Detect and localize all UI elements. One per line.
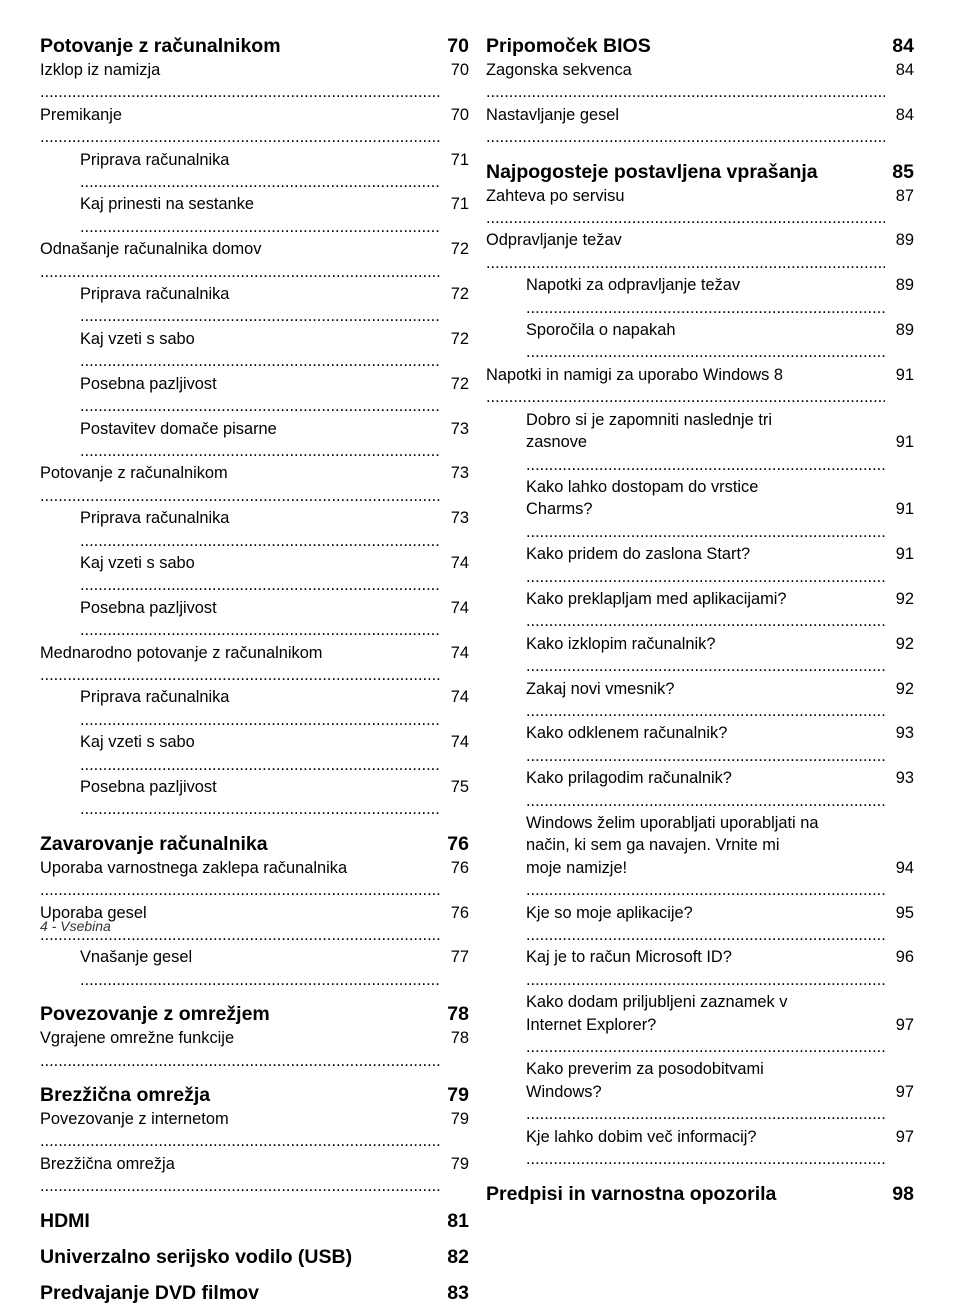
entry-title: Premikanje	[40, 105, 122, 124]
toc-section	[486, 33, 914, 149]
entry-title: Kako pridem do zaslona Start?	[526, 545, 751, 564]
entry-page-number: 89	[895, 321, 914, 340]
entry-title-with-leader	[526, 274, 885, 319]
chapter-title: Predvajanje DVD filmov	[40, 1281, 259, 1304]
entry-title-with-leader	[526, 543, 885, 588]
entry-title-with-leader	[80, 328, 440, 373]
toc-subentry[interactable]	[40, 149, 469, 194]
entry-page-number: 93	[895, 769, 914, 788]
chapter-page-number: 79	[447, 1084, 469, 1107]
chapter-page-number: 82	[447, 1245, 469, 1268]
entry-title-with-leader	[80, 193, 440, 238]
toc-chapter-heading[interactable]	[486, 1181, 914, 1207]
chapter-title: Brezžična omrežja	[40, 1084, 211, 1107]
chapter-title: Najpogosteje postavljena vprašanja	[486, 160, 818, 183]
toc-chapter-heading[interactable]	[40, 1001, 469, 1027]
chapter-page-number: 70	[447, 35, 469, 57]
chapter-title: Zavarovanje računalnika	[40, 832, 268, 855]
chapter-page-number: 83	[447, 1281, 469, 1304]
entry-title-with-leader	[40, 238, 440, 283]
entry-page-number: 96	[895, 948, 914, 967]
toc-chapter-heading[interactable]	[40, 33, 469, 59]
entry-page-number: 79	[450, 1154, 469, 1173]
entry-page-number: 93	[895, 724, 914, 743]
entry-title: Kje lahko dobim več informacij?	[526, 1127, 757, 1146]
chapter-title: Univerzalno serijsko vodilo (USB)	[40, 1245, 353, 1268]
entry-title: Odpravljanje težav	[486, 231, 622, 250]
entry-title: Priprava računalnika	[80, 150, 230, 169]
toc-entry-text-line[interactable]: način, ki sem ga navajen. Vrnite mi	[526, 836, 780, 855]
toc-section	[486, 159, 914, 1171]
chapter-page-number: 85	[892, 160, 914, 183]
chapter-page-number: 84	[892, 35, 914, 57]
entry-title: Posebna pazljivost	[80, 778, 217, 796]
toc-subentry[interactable]	[486, 319, 914, 364]
toc-subentry[interactable]	[486, 1014, 914, 1059]
toc-entry[interactable]	[40, 238, 469, 283]
toc-entry-text-line[interactable]: Kako preverim za posodobitvami	[526, 1060, 764, 1079]
entry-title: Priprava računalnika	[80, 509, 230, 528]
entry-page-number: 74	[450, 598, 469, 617]
entry-title: Mednarodno potovanje z računalnikom	[40, 643, 323, 662]
entry-title-with-leader	[526, 946, 885, 991]
entry-title-with-leader	[40, 857, 440, 902]
toc-section	[40, 1082, 469, 1198]
entry-page-number: 73	[450, 509, 469, 528]
toc-entry[interactable]	[40, 462, 469, 507]
entry-title: Napotki in namigi za uporabo Windows 8	[486, 365, 784, 384]
entry-title: Napotki za odpravljanje težav	[526, 276, 741, 295]
toc-entry[interactable]	[486, 364, 914, 409]
toc-section	[486, 1181, 914, 1207]
entry-title-with-leader	[40, 462, 440, 507]
toc-subentry[interactable]	[486, 1081, 914, 1126]
page-footer: 4 - Vsebina	[40, 918, 111, 934]
entry-page-number: 84	[895, 105, 914, 124]
entry-page-number: 92	[895, 679, 914, 698]
entry-page-number: 87	[895, 186, 914, 205]
entry-title: Povezovanje z internetom	[40, 1110, 229, 1129]
toc-subentry[interactable]	[40, 507, 469, 552]
toc-subentry[interactable]	[486, 274, 914, 319]
entry-title: Izklop iz namizja	[40, 61, 161, 79]
toc-entry[interactable]	[40, 104, 469, 149]
entry-title: Odnašanje računalnika domov	[40, 240, 262, 259]
entry-title-with-leader	[40, 59, 440, 104]
entry-page-number: 70	[450, 105, 469, 124]
entry-title: Uporaba gesel	[40, 903, 147, 922]
toc-subentry[interactable]	[486, 543, 914, 588]
entry-page-number: 71	[450, 195, 469, 214]
chapter-title: HDMI	[40, 1209, 90, 1232]
entry-title: Zahteva po servisu	[486, 186, 625, 205]
entry-title: Zagonska sekvenca	[486, 61, 632, 79]
entry-title-with-leader	[80, 507, 440, 552]
entry-page-number: 76	[450, 858, 469, 877]
entry-page-number: 72	[450, 240, 469, 259]
entry-page-number: 91	[895, 545, 914, 564]
toc-entry[interactable]	[486, 59, 914, 104]
entry-title: Potovanje z računalnikom	[40, 464, 228, 483]
toc-subentry[interactable]	[486, 722, 914, 767]
toc-subentry[interactable]	[40, 731, 469, 776]
toc-entry[interactable]	[40, 1027, 469, 1072]
entry-title: Kaj je to račun Microsoft ID?	[526, 948, 732, 967]
entry-page-number: 72	[450, 374, 469, 393]
chapter-page-number: 76	[447, 832, 469, 855]
toc-subentry[interactable]	[486, 767, 914, 812]
entry-title: Priprava računalnika	[80, 285, 230, 304]
toc-chapter-heading[interactable]	[40, 1208, 469, 1234]
toc-subentry[interactable]	[40, 686, 469, 731]
entry-title: Vgrajene omrežne funkcije	[40, 1029, 235, 1048]
entry-title: Kako prilagodim računalnik?	[526, 769, 732, 788]
entry-title: Internet Explorer?	[526, 1015, 657, 1034]
entry-page-number: 79	[450, 1110, 469, 1129]
entry-page-number: 78	[450, 1029, 469, 1048]
entry-title-with-leader	[40, 1027, 440, 1072]
entry-page-number: 97	[895, 1015, 914, 1034]
entry-title: Postavitev domače pisarne	[80, 419, 277, 438]
toc-section	[40, 831, 469, 991]
entry-title-with-leader	[80, 418, 440, 463]
entry-title-with-leader	[40, 1153, 440, 1198]
entry-page-number: 72	[450, 329, 469, 348]
entry-title: Kaj vzeti s sabo	[80, 329, 195, 348]
toc-subentry[interactable]	[486, 633, 914, 678]
entry-title-with-leader	[526, 498, 885, 543]
entry-title-with-leader	[486, 364, 885, 409]
entry-title: Kako odklenem računalnik?	[526, 724, 728, 743]
toc-subentry[interactable]	[486, 1126, 914, 1171]
entry-title: Posebna pazljivost	[80, 598, 217, 617]
entry-page-number: 91	[895, 433, 914, 452]
entry-title: Kako izklopim računalnik?	[526, 634, 716, 653]
entry-page-number: 74	[450, 733, 469, 752]
toc-section	[40, 1280, 469, 1306]
entry-page-number: 95	[895, 903, 914, 922]
entry-title: Zakaj novi vmesnik?	[526, 679, 675, 698]
toc-chapter-heading[interactable]	[486, 33, 914, 59]
toc-entry[interactable]	[40, 642, 469, 687]
entry-title: Kaj vzeti s sabo	[80, 553, 195, 572]
chapter-page-number: 81	[447, 1209, 469, 1232]
entry-title: moje namizje!	[526, 858, 628, 877]
toc-entry-text-line[interactable]: Dobro si je zapomniti naslednje tri	[526, 410, 772, 429]
entry-page-number: 89	[895, 231, 914, 250]
entry-title-with-leader	[80, 597, 440, 642]
toc-subentry[interactable]	[486, 946, 914, 991]
entry-title: Nastavljanje gesel	[486, 105, 620, 124]
toc-chapter-heading[interactable]	[40, 831, 469, 857]
toc-entry[interactable]	[40, 1153, 469, 1198]
entry-title-with-leader	[486, 59, 885, 104]
entry-page-number: 92	[895, 634, 914, 653]
entry-title: Charms?	[526, 500, 593, 519]
toc-subentry[interactable]	[40, 283, 469, 328]
chapter-page-number: 98	[892, 1182, 914, 1205]
entry-title-with-leader	[80, 149, 440, 194]
toc-entry-text-line[interactable]: Kako lahko dostopam do vrstice	[526, 477, 759, 496]
toc-subentry[interactable]	[40, 328, 469, 373]
entry-page-number: 74	[450, 553, 469, 572]
toc-entry[interactable]	[40, 59, 469, 104]
toc-subentry[interactable]	[486, 902, 914, 947]
toc-subentry[interactable]	[40, 193, 469, 238]
toc-section	[40, 33, 469, 821]
toc-subentry[interactable]	[486, 431, 914, 476]
entry-title: Vnašanje gesel	[80, 948, 193, 967]
entry-title: Kaj prinesti na sestanke	[80, 195, 255, 214]
toc-subentry[interactable]	[486, 678, 914, 723]
entry-title-with-leader	[526, 902, 885, 947]
toc-subentry[interactable]	[40, 418, 469, 463]
toc-chapter-heading[interactable]	[486, 159, 914, 185]
entry-title: Priprava računalnika	[80, 688, 230, 707]
chapter-title: Povezovanje z omrežjem	[40, 1003, 270, 1026]
entry-title-with-leader	[486, 104, 885, 149]
entry-title-with-leader	[526, 767, 885, 812]
entry-title-with-leader	[526, 1126, 885, 1171]
entry-page-number: 97	[895, 1127, 914, 1146]
entry-title-with-leader	[526, 678, 885, 723]
entry-title: Windows?	[526, 1082, 602, 1101]
entry-page-number: 71	[450, 150, 469, 169]
chapter-title: Pripomoček BIOS	[486, 35, 651, 57]
toc-entry-text-line[interactable]: Kako dodam priljubljeni zaznamek v	[526, 993, 788, 1012]
toc-section	[40, 1208, 469, 1234]
toc-subentry[interactable]	[40, 552, 469, 597]
entry-title-with-leader	[486, 185, 885, 230]
entry-page-number: 91	[895, 365, 914, 384]
toc-subentry[interactable]	[486, 857, 914, 902]
entry-title: Brezžična omrežja	[40, 1154, 175, 1173]
entry-title: Uporaba varnostnega zaklepa računalnika	[40, 858, 348, 877]
entry-title-with-leader	[40, 104, 440, 149]
entry-title-with-leader	[526, 1014, 885, 1059]
entry-page-number: 74	[450, 688, 469, 707]
chapter-title: Potovanje z računalnikom	[40, 35, 281, 57]
entry-title-with-leader	[40, 1108, 440, 1153]
entry-title-with-leader	[80, 552, 440, 597]
toc-subentry[interactable]	[40, 597, 469, 642]
entry-title-with-leader	[526, 431, 885, 476]
entry-page-number: 72	[450, 285, 469, 304]
toc-entry-text-line[interactable]: Windows želim uporabljati uporabljati na	[526, 814, 819, 832]
entry-title-with-leader	[526, 633, 885, 678]
toc-subentry[interactable]	[40, 776, 469, 821]
entry-title-with-leader	[80, 776, 440, 821]
entry-page-number: 74	[450, 643, 469, 662]
entry-page-number: 91	[895, 500, 914, 519]
entry-title-with-leader	[526, 319, 885, 364]
entry-title-with-leader	[40, 642, 440, 687]
toc-entry[interactable]	[486, 104, 914, 149]
entry-title-with-leader	[486, 229, 885, 274]
toc-chapter-heading[interactable]	[40, 1280, 469, 1306]
entry-page-number: 73	[450, 464, 469, 483]
entry-page-number: 92	[895, 589, 914, 608]
entry-page-number: 94	[895, 858, 914, 877]
toc-right-column	[486, 33, 914, 1217]
toc-section	[40, 1244, 469, 1270]
entry-page-number: 70	[450, 61, 469, 79]
entry-page-number: 84	[895, 61, 914, 79]
entry-page-number: 89	[895, 276, 914, 295]
entry-title: Sporočila o napakah	[526, 321, 676, 340]
entry-title: zasnove	[526, 433, 588, 452]
toc-section	[40, 1001, 469, 1072]
entry-page-number: 75	[450, 778, 469, 796]
toc-subentry[interactable]	[486, 588, 914, 633]
entry-page-number: 73	[450, 419, 469, 438]
toc-chapter-heading[interactable]	[40, 1244, 469, 1270]
toc-subentry[interactable]	[486, 498, 914, 543]
entry-page-number: 76	[450, 903, 469, 922]
toc-entry[interactable]	[40, 1108, 469, 1153]
toc-subentry[interactable]	[40, 946, 469, 991]
toc-chapter-heading[interactable]	[40, 1082, 469, 1108]
entry-title-with-leader	[526, 722, 885, 767]
entry-title: Posebna pazljivost	[80, 374, 217, 393]
entry-title: Kje so moje aplikacije?	[526, 903, 693, 922]
chapter-page-number: 78	[447, 1003, 469, 1026]
toc-entry[interactable]	[40, 857, 469, 902]
entry-page-number: 97	[895, 1082, 914, 1101]
toc-left-column	[40, 33, 469, 1316]
entry-title-with-leader	[526, 1081, 885, 1126]
toc-subentry[interactable]	[40, 373, 469, 418]
entry-title-with-leader	[80, 373, 440, 418]
toc-entry[interactable]	[486, 185, 914, 230]
chapter-title: Predpisi in varnostna opozorila	[486, 1182, 777, 1205]
entry-title-with-leader	[526, 857, 885, 902]
entry-title-with-leader	[80, 731, 440, 776]
entry-title-with-leader	[80, 686, 440, 731]
entry-title-with-leader	[80, 283, 440, 328]
entry-page-number: 77	[450, 948, 469, 967]
entry-title-with-leader	[80, 946, 440, 991]
entry-title: Kaj vzeti s sabo	[80, 733, 195, 752]
toc-entry[interactable]	[486, 229, 914, 274]
entry-title-with-leader	[526, 588, 885, 633]
entry-title: Kako preklapljam med aplikacijami?	[526, 589, 787, 608]
